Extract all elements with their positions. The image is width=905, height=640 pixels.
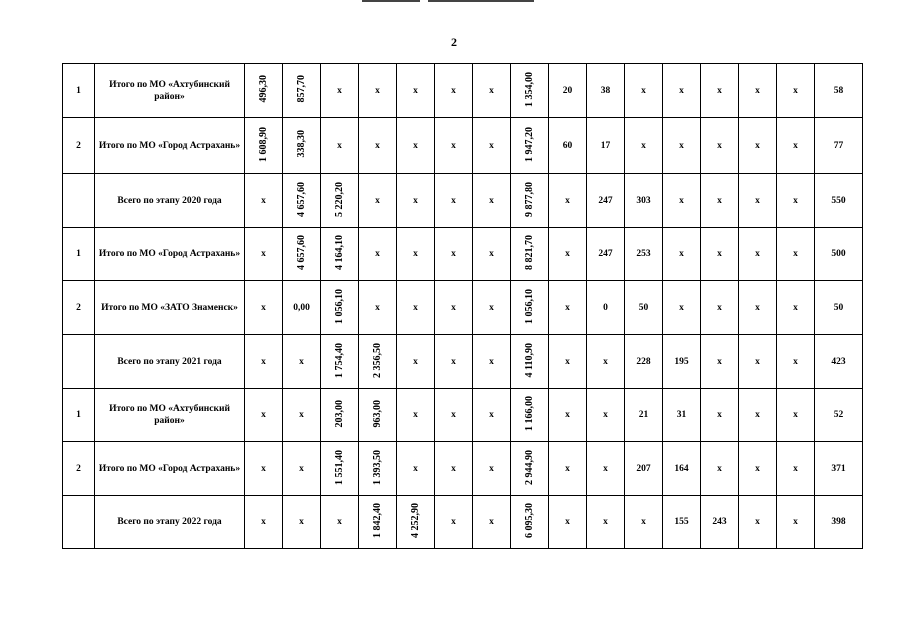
table-cell: x [663,174,701,228]
table-cell: x [701,174,739,228]
table-cell: x [321,118,359,174]
table-cell: 247 [587,174,625,228]
table-cell: x [701,335,739,389]
row-number [63,174,95,228]
row-name: Итого по МО «ЗАТО Знаменск» [95,281,245,335]
table-cell: x [777,496,815,549]
table-cell: 0 [587,281,625,335]
table-cell [511,228,549,281]
table-cell [359,389,397,442]
table-cell: x [321,64,359,118]
table-cell: 31 [663,389,701,442]
table-cell: x [245,228,283,281]
table-cell: x [359,118,397,174]
table-cell: 398 [815,496,863,549]
table-cell: x [587,442,625,496]
table-cell [321,335,359,389]
table-cell [511,174,549,228]
row-number: 1 [63,389,95,442]
cell-value-vertical: 203,00 [334,399,345,428]
table-cell: x [283,496,321,549]
row-number: 2 [63,281,95,335]
table-cell: x [435,335,473,389]
table-cell: 52 [815,389,863,442]
table-cell: x [739,64,777,118]
cell-value-vertical: 6 095,30 [524,503,535,538]
table-cell: 243 [701,496,739,549]
row-number [63,496,95,549]
cell-value-vertical: 5 220,20 [334,181,345,217]
table-cell: x [701,389,739,442]
table-cell [511,335,549,389]
table-cell [511,442,549,496]
table-cell: x [473,335,511,389]
table-cell: x [777,64,815,118]
table-cell: x [473,496,511,549]
table-cell: x [245,174,283,228]
table-cell: x [473,118,511,174]
cell-value-vertical: 1 947,20 [524,126,535,162]
table-cell: 500 [815,228,863,281]
cell-value-vertical: 338,30 [296,130,307,158]
table-row [63,64,863,118]
cell-value-vertical: 963,00 [372,399,383,428]
table-cell: x [549,174,587,228]
table-cell: x [777,174,815,228]
table-cell: x [663,64,701,118]
cell-value-vertical: 1 056,10 [524,288,535,324]
cell-value-vertical: 4 164,10 [334,235,345,270]
table-cell: x [701,442,739,496]
table-cell: x [701,228,739,281]
table-cell [283,228,321,281]
table-cell: x [245,281,283,335]
row-name: Всего по этапу 2021 года [95,335,245,389]
cell-value-vertical: 857,70 [296,75,307,103]
table-cell: x [587,496,625,549]
table-cell: x [777,335,815,389]
cell-value-vertical: 1 393,50 [372,449,383,485]
table-cell [511,118,549,174]
table-cell: 423 [815,335,863,389]
table-cell: x [397,64,435,118]
table-cell: x [587,389,625,442]
table-row [63,174,863,228]
table-cell: 0,00 [283,281,321,335]
row-name: Итого по МО «Город Астрахань» [95,118,245,174]
cell-value-vertical: 1 354,00 [524,71,535,107]
table-cell [321,228,359,281]
table-cell: x [777,442,815,496]
table-row [63,389,863,442]
table-cell: x [435,174,473,228]
table-cell: x [359,281,397,335]
table-body [63,64,863,549]
data-table [62,63,863,549]
table-cell [511,281,549,335]
table-cell: x [435,389,473,442]
table-cell: x [283,442,321,496]
table-cell: x [777,228,815,281]
table-cell: 155 [663,496,701,549]
table-cell: x [549,442,587,496]
table-cell: 303 [625,174,663,228]
row-number: 2 [63,118,95,174]
cell-value-vertical: 4 110,90 [524,342,535,378]
table-cell: x [777,389,815,442]
table-cell: x [549,281,587,335]
table-cell [321,389,359,442]
table-cell: x [549,389,587,442]
table-cell: 50 [625,281,663,335]
table-cell: x [397,228,435,281]
table-cell: x [701,118,739,174]
row-name: Всего по этапу 2020 года [95,174,245,228]
table-cell [511,64,549,118]
row-name: Итого по МО «Город Астрахань» [95,442,245,496]
table-cell [321,442,359,496]
table-cell: x [739,335,777,389]
table-cell: x [359,228,397,281]
table-cell: x [625,118,663,174]
cell-value-vertical: 1 056,10 [334,288,345,324]
table-cell: 195 [663,335,701,389]
page-number: 2 [451,35,457,49]
row-number: 2 [63,442,95,496]
cell-value-vertical: 8 821,70 [524,235,535,270]
table-row [63,496,863,549]
table-cell: 371 [815,442,863,496]
table-cell [359,496,397,549]
table-cell: 20 [549,64,587,118]
table-cell: x [663,118,701,174]
table-cell: 38 [587,64,625,118]
table-cell: 21 [625,389,663,442]
table-cell: 17 [587,118,625,174]
table-cell: x [473,228,511,281]
cell-value-vertical: 2 944,90 [524,449,535,485]
table-cell: x [473,64,511,118]
table-cell: x [397,389,435,442]
table-cell: x [587,335,625,389]
table-cell: x [739,174,777,228]
table-cell: x [739,281,777,335]
table-cell: x [359,174,397,228]
table-cell: 77 [815,118,863,174]
table-cell: x [359,64,397,118]
table-cell: 247 [587,228,625,281]
table-cell: x [701,281,739,335]
table-cell: x [397,281,435,335]
row-name: Всего по этапу 2022 года [95,496,245,549]
cell-value-vertical: 4 657,60 [296,181,307,217]
table-cell: x [435,64,473,118]
row-number [63,335,95,389]
table-cell: x [777,281,815,335]
table-cell [359,442,397,496]
table-cell: x [549,335,587,389]
table-cell: 207 [625,442,663,496]
table-row [63,442,863,496]
row-name: Итого по МО «Город Астрахань» [95,228,245,281]
table-cell: x [245,442,283,496]
table-cell [245,64,283,118]
table-row [63,281,863,335]
table-cell [511,496,549,549]
table-cell [359,335,397,389]
row-name: Итого по МО «Ахтубинский район» [95,389,245,442]
table-cell: x [739,118,777,174]
cell-value-vertical: 1 551,40 [334,449,345,485]
cell-value-vertical: 4 657,60 [296,235,307,270]
cell-value-vertical: 496,30 [258,75,269,103]
table-cell: x [549,228,587,281]
table-cell: x [549,496,587,549]
table-cell [283,64,321,118]
table-cell: x [435,228,473,281]
table-cell [321,281,359,335]
top-rule-long [428,0,534,2]
cell-value-vertical: 1 842,40 [372,503,383,538]
table-cell: 228 [625,335,663,389]
table-cell: 58 [815,64,863,118]
table-cell: x [739,496,777,549]
table-cell: x [283,335,321,389]
cell-value-vertical: 1 754,40 [334,342,345,378]
table-cell: x [473,442,511,496]
row-number: 1 [63,228,95,281]
cell-value-vertical: 2 356,50 [372,342,383,378]
table-cell [397,496,435,549]
table-cell: x [663,281,701,335]
table-cell [321,174,359,228]
table-cell: x [625,496,663,549]
cell-value-vertical: 1 608,90 [258,126,269,162]
table-cell [511,389,549,442]
cell-value-vertical: 4 252,90 [410,503,421,538]
table-cell: x [435,442,473,496]
table-cell: 550 [815,174,863,228]
table-cell [283,118,321,174]
top-rule-short [362,0,420,2]
table-cell: x [663,228,701,281]
table-cell: x [397,442,435,496]
table-cell: x [435,118,473,174]
table-cell: 253 [625,228,663,281]
row-name: Итого по МО «Ахтубинский район» [95,64,245,118]
table-cell: x [245,496,283,549]
table-cell: x [435,281,473,335]
table-cell [283,174,321,228]
table-cell: 50 [815,281,863,335]
table-cell: x [739,442,777,496]
table-cell: x [245,335,283,389]
table-cell: x [397,174,435,228]
table-row [63,118,863,174]
table-cell: x [739,228,777,281]
table-row [63,228,863,281]
table-cell: x [435,496,473,549]
table-cell: x [625,64,663,118]
table-row [63,335,863,389]
table-cell: x [245,389,283,442]
table-cell: 164 [663,442,701,496]
table-cell: x [473,281,511,335]
table-cell [245,118,283,174]
table-cell: x [739,389,777,442]
cell-value-vertical: 1 166,00 [524,396,535,431]
table-cell: x [777,118,815,174]
cell-value-vertical: 9 877,80 [524,181,535,217]
table-cell: x [397,118,435,174]
row-number: 1 [63,64,95,118]
table-cell: 60 [549,118,587,174]
table-cell: x [701,64,739,118]
table-cell: x [473,174,511,228]
table-cell: x [397,335,435,389]
table-cell: x [473,389,511,442]
table-cell: x [321,496,359,549]
table-cell: x [283,389,321,442]
